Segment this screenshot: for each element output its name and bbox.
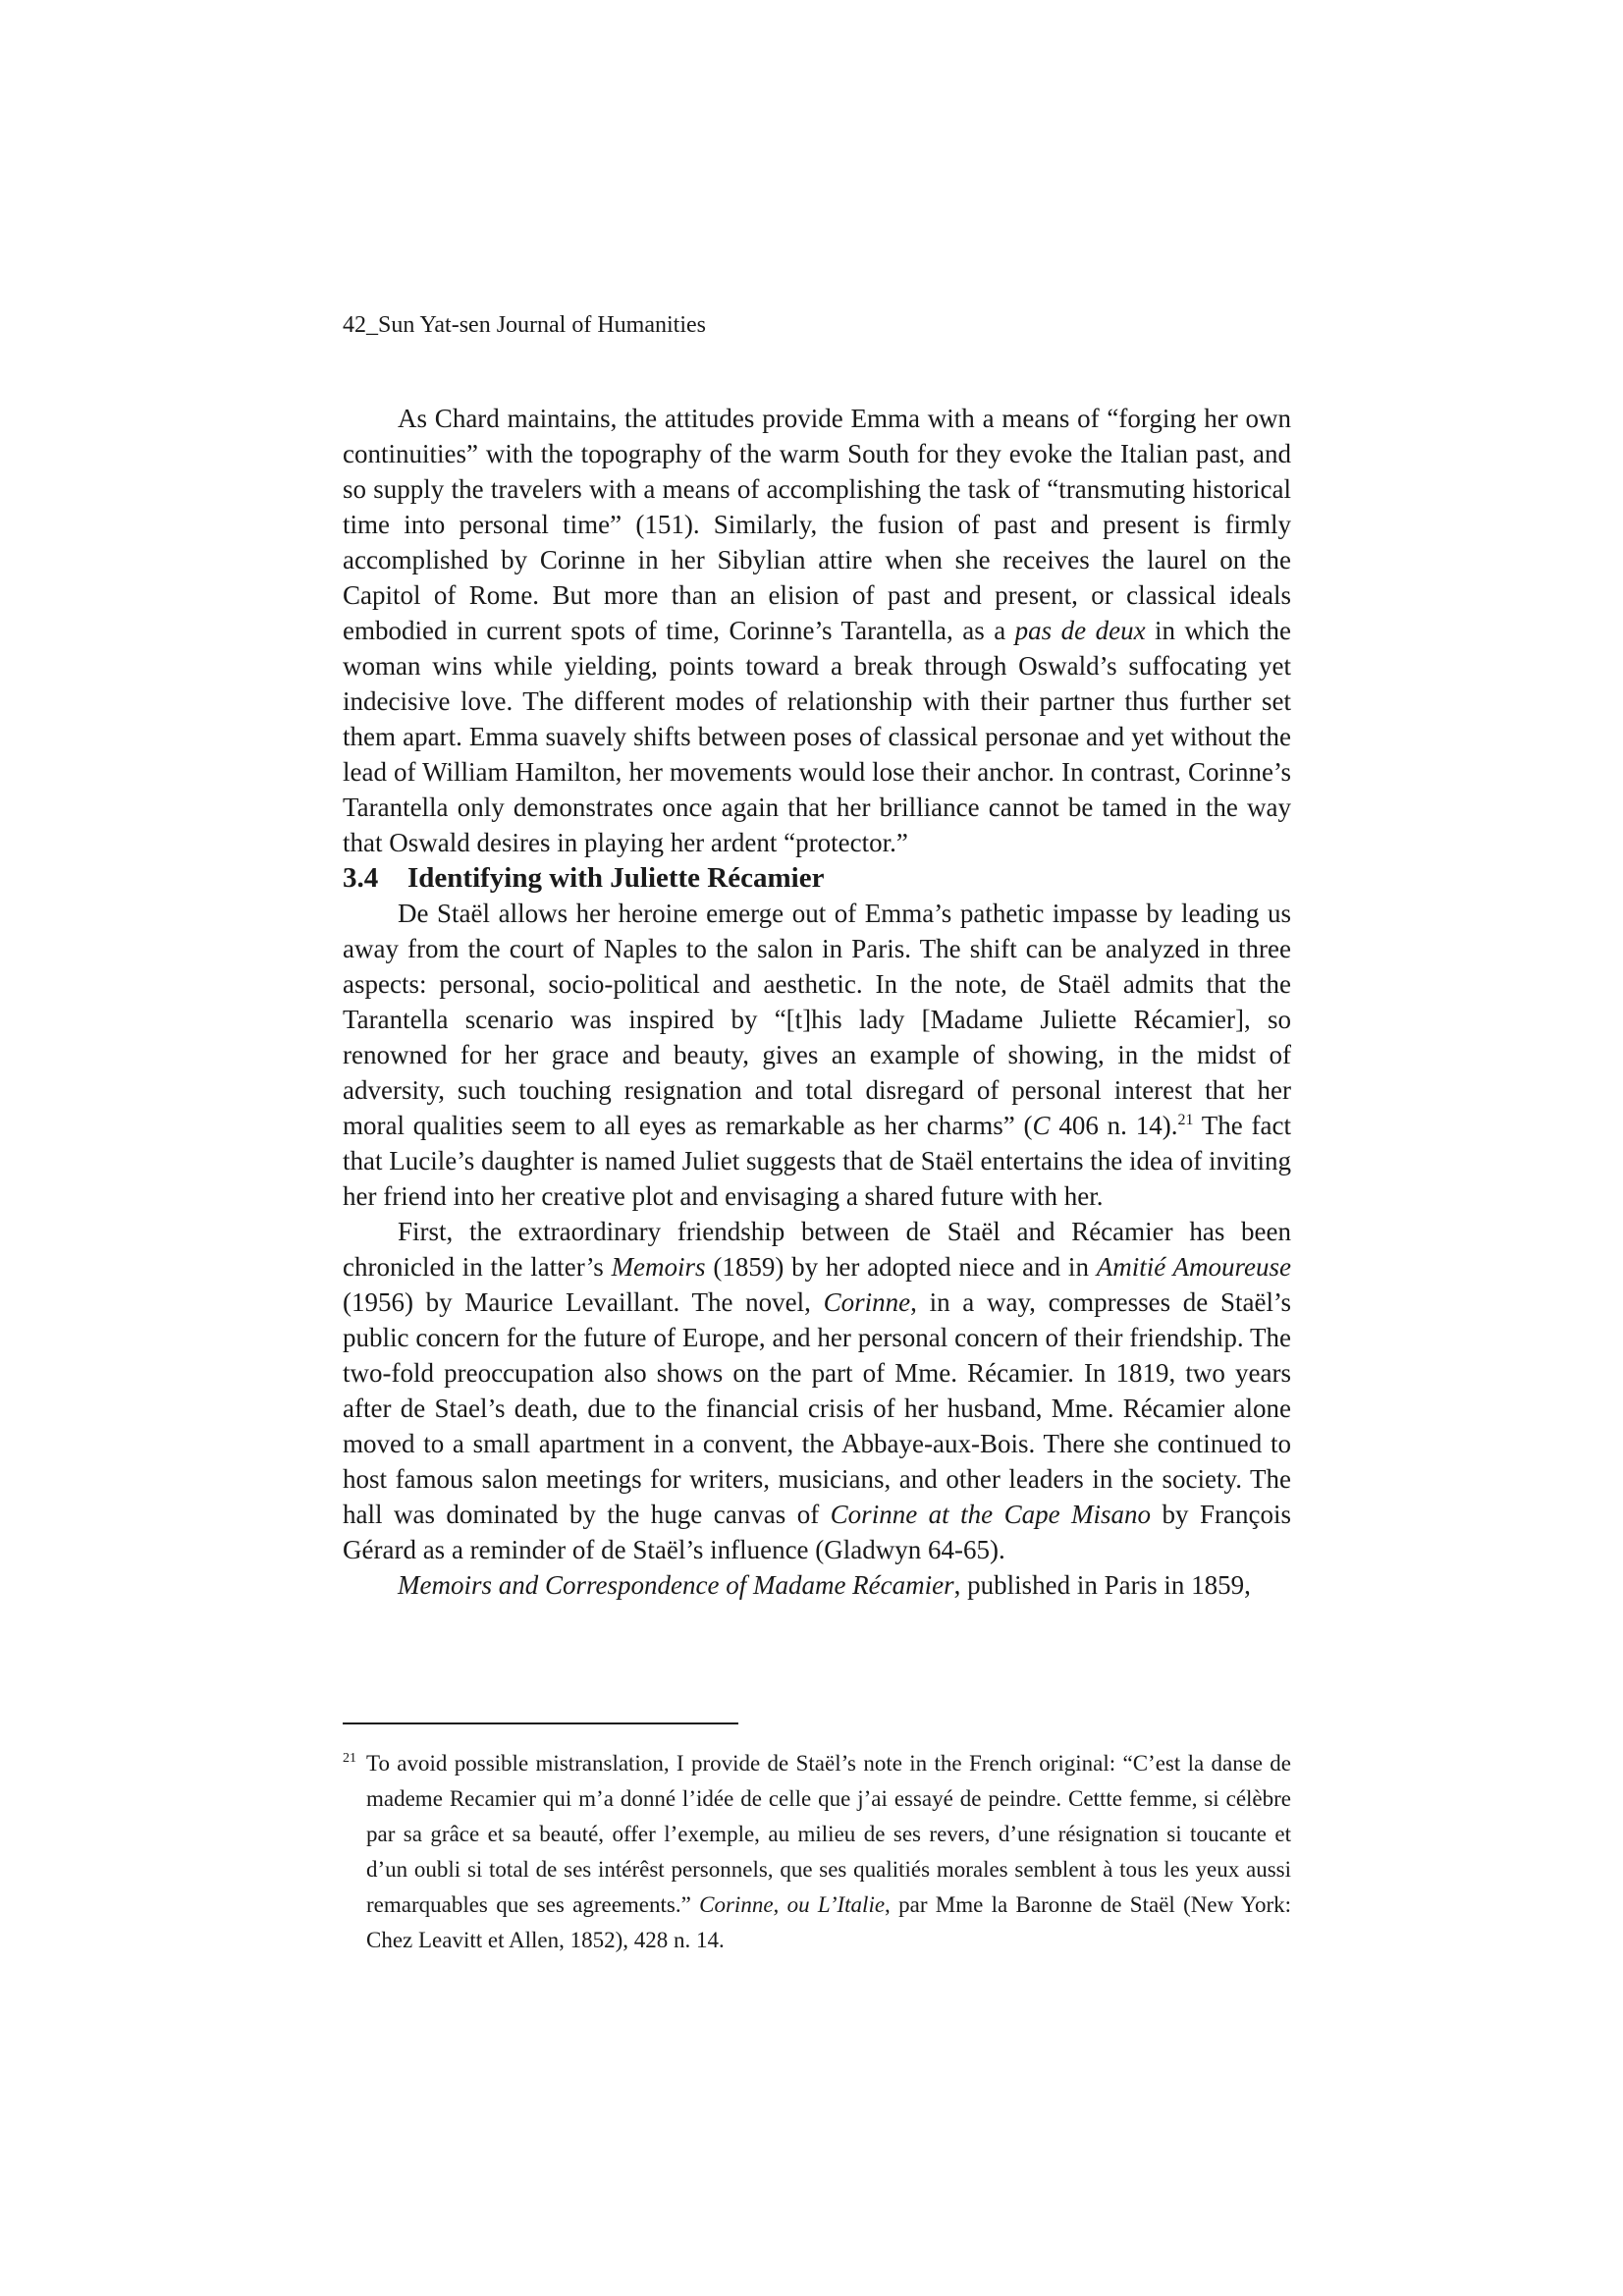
section-number: 3.4	[343, 862, 379, 894]
section-heading	[343, 860, 1291, 896]
footnote-divider	[343, 1722, 738, 1724]
paragraph-1: As Chard maintains, the attitudes provide Emma with a means of “forging her own continuities” with the topography of the warm South for they evoke the Italian past, and so supply the travelers with a means of accomplishing the task of “transmuting historical time into personal time” (151). Similarly, the fusion of past and present is firmly accomplished by Corinne in her Sibylian attire when she receives the laurel on the Capitol of Rome. But more than an elision of past and present, or classical ideals embodied in current spots of time, Corinne’s Tarantella, as a pas de deux in which the woman wins while yielding, points toward a break through Oswald’s suffocating yet indecisive love. The different modes of relationship with their partner thus further set them apart. Emma suavely shifts between poses of classical personae and yet without the lead of William Hamilton, her movements would lose their anchor. In contrast, Corinne’s Tarantella only demonstrates once again that her brilliance cannot be tamed in the way that Oswald desires in playing her ardent “protector.”	[343, 404, 1291, 857]
footnote-ref[interactable]: 21	[1177, 1112, 1194, 1128]
running-head: 42_Sun Yat-sen Journal of Humanities	[343, 312, 706, 338]
main-text	[343, 401, 1291, 1603]
paragraph-3: First, the extraordinary friendship between de Staël and Récamier has been chronicled in the latter’s Memoirs (1859) by her adopted niece and in Amitié Amoureuse (1956) by Maurice Levaillant. The novel, Corinne, in a way, compresses de Staël’s public concern for the future of Europe, and her personal concern of their friendship. The two-fold preoccupation also shows on the part of Mme. Récamier. In 1819, two years after de Stael’s death, due to the financial crisis of her husband, Mme. Récamier alone moved to a small apartment in a convent, the Abbaye-aux-Bois. There she continued to host famous salon meetings for writers, musicians, and other leaders in the society. The hall was dominated by the huge canvas of Corinne at the Cape Misano by François Gérard as a reminder of de Staël’s influence (Gladwyn 64-65).	[343, 1217, 1291, 1564]
paragraph-2: De Staël allows her heroine emerge out of Emma’s pathetic impasse by leading us away from the court of Naples to the salon in Paris. The shift can be analyzed in three aspects: personal, socio-political and aesthetic. In the note, de Staël admits that the Tarantella scenario was inspired by “[t]his lady [Madame Juliette Récamier], so renowned for her grace and beauty, gives an example of showing, in the midst of adversity, such touching resignation and total disregard of personal interest that her moral qualities seem to all eyes as remarkable as her charms” (C 406 n. 14).$^{21}$ The fact that Lucile’s daughter is named Juliet suggests that de Staël entertains the idea of inviting her friend into her creative plot and envisaging a shared future with her.	[343, 899, 1291, 1211]
footnote-number: 21	[343, 1751, 356, 1767]
section-title: Identifying with Juliette Récamier	[407, 862, 825, 894]
footnote	[343, 1746, 1291, 1958]
paragraph-4: Memoirs and Correspondence of Madame Récamier, published in Paris in 1859,	[398, 1570, 1251, 1600]
footnote-body: $^{21}$ To avoid possible mistranslation, I provide de Staël’s note in the French original: “C’est la danse de mademe Recamier qui m’a donné l’idée de celle que j’ai essayé de peindre. Cettte femme, si célèbre par sa grâce et sa beauté, offer l’exemple, au milieu de ses revers, d’une résignation si toucante et d’un oubli si total de ses intérêst personnels, que ses qualitiés morales semblent à tous les yeux aussi remarquables que ses agreements.” Corinne, ou L’Italie, par Mme la Baronne de Staël (New York: Chez Leavitt et Allen, 1852), 428 n. 14.	[343, 1751, 1291, 1952]
